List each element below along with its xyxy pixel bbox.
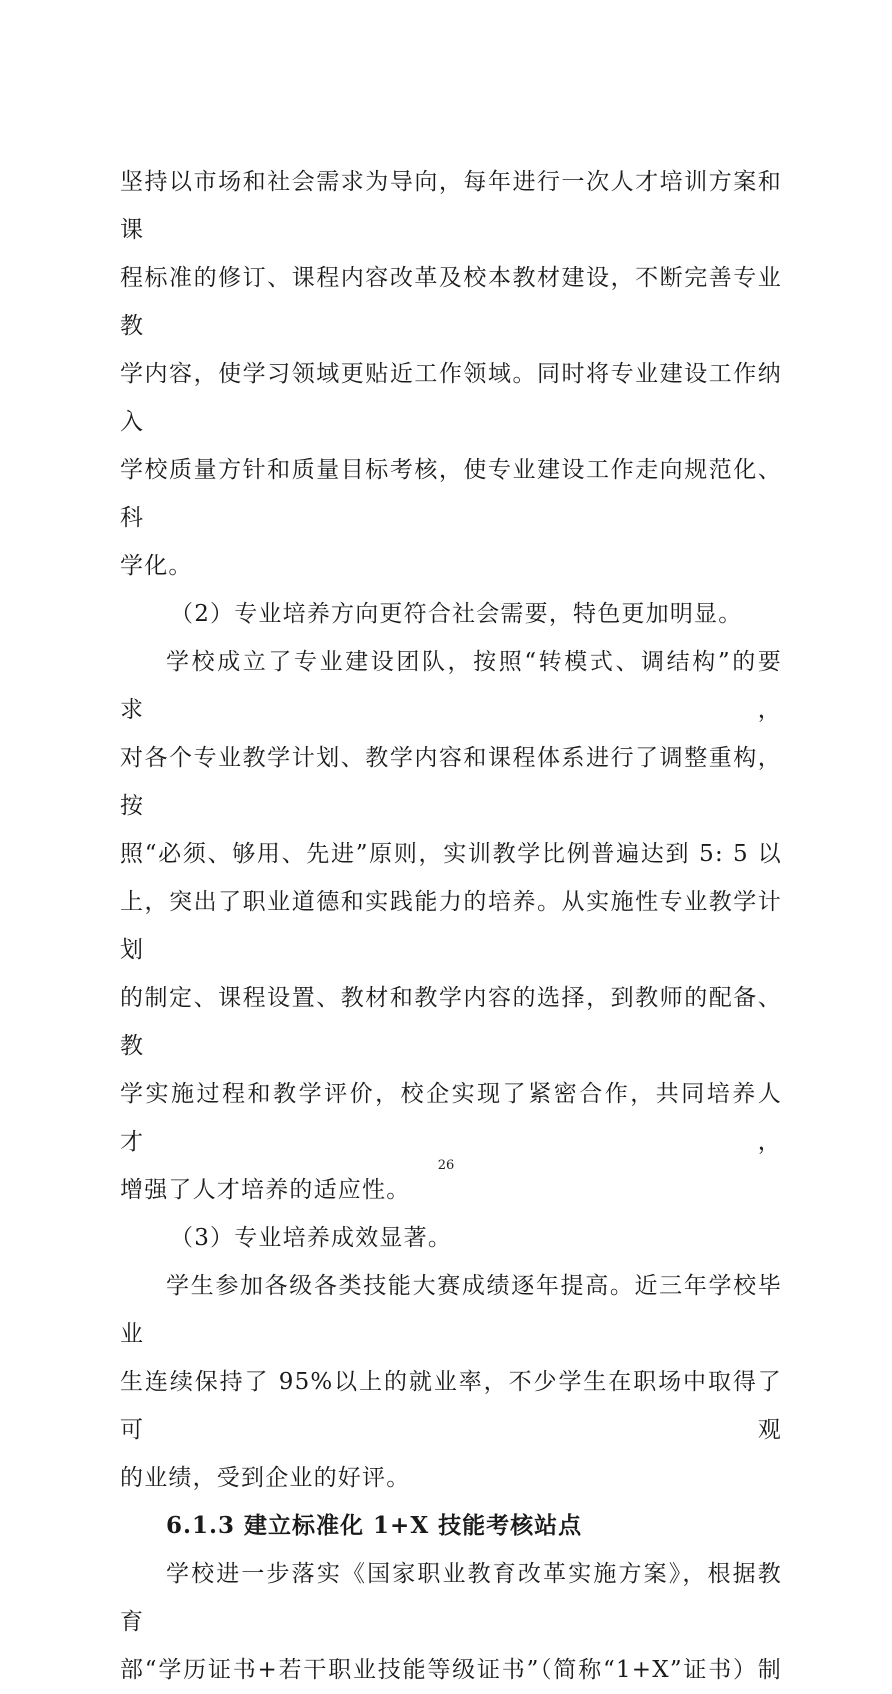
- paragraph-line: 的制定、课程设置、教材和教学内容的选择，到教师的配备、教: [120, 985, 782, 1059]
- paragraph-line: 坚持以市场和社会需求为导向，每年进行一次人才培训方案和课: [120, 169, 782, 243]
- paragraph-line: 对各个专业教学计划、教学内容和课程体系进行了调整重构，按: [120, 745, 782, 819]
- paragraph-line: 学校进一步落实《国家职业教育改革实施方案》，根据教育: [120, 1561, 782, 1635]
- paragraph-line: 生连续保持了 95%以上的就业率，不少学生在职场中取得了可观: [120, 1369, 782, 1443]
- paragraph-line: 上，突出了职业道德和实践能力的培养。从实施性专业教学计划: [120, 889, 782, 963]
- subheading-2: （2）专业培养方向更符合社会需要，特色更加明显。: [170, 601, 743, 627]
- paragraph-line: 学内容，使学习领域更贴近工作领域。同时将专业建设工作纳入: [120, 361, 782, 435]
- paragraph-line: 增强了人才培养的适应性。: [120, 1177, 411, 1203]
- paragraph-line: 学校成立了专业建设团队，按照“转模式、调结构”的要求，: [120, 649, 782, 723]
- paragraph-line: 部“学历证书+若干职业技能等级证书”（简称“1+X”证书）制: [120, 1657, 782, 1683]
- paragraph-line: 程标准的修订、课程内容改革及校本教材建设，不断完善专业教: [120, 265, 782, 339]
- paragraph-line: 学实施过程和教学评价，校企实现了紧密合作，共同培养人才，: [120, 1081, 782, 1155]
- subheading-3: （3）专业培养成效显著。: [170, 1225, 453, 1251]
- paragraph-line: 学校质量方针和质量目标考核，使专业建设工作走向规范化、科: [120, 457, 782, 531]
- page-body: [120, 158, 782, 1694]
- paragraph-line: 的业绩，受到企业的好评。: [120, 1465, 411, 1491]
- paragraph-line: 学生参加各级各类技能大赛成绩逐年提高。近三年学校毕业: [120, 1273, 782, 1347]
- paragraph-line: 照“必须、够用、先进”原则，实训教学比例普遍达到 5: 5 以: [120, 841, 782, 867]
- section-heading: 6.1.3 建立标准化 1+X 技能考核站点: [166, 1512, 583, 1539]
- paragraph-line: 学化。: [120, 553, 193, 579]
- page-number: 26: [437, 1158, 455, 1173]
